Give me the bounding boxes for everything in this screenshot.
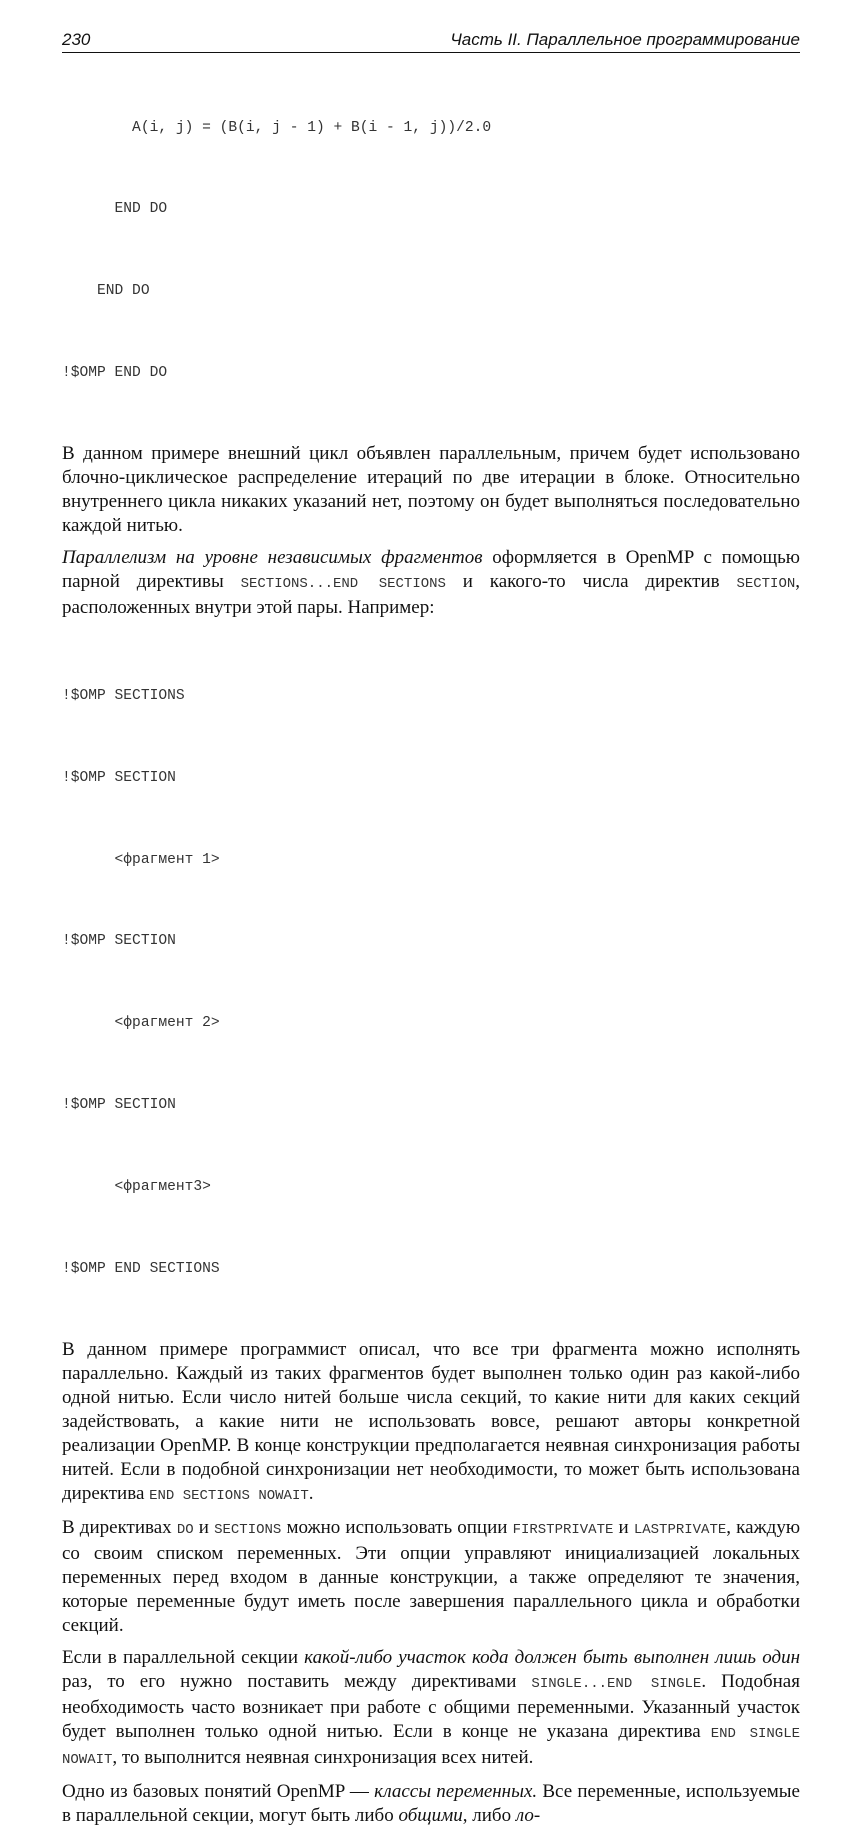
page-number: 230	[62, 30, 91, 49]
inline-code: SINGLE...END SINGLE	[531, 1675, 702, 1692]
text-run: , то выполнится неявная синхронизация всех нитей.	[112, 1746, 534, 1768]
text-run: В директивах	[62, 1516, 177, 1538]
code-line: !$OMP SECTION	[62, 1097, 176, 1114]
inline-code: SECTION	[736, 576, 796, 593]
paragraph-single	[62, 1646, 800, 1772]
text-run: и какого-то числа директив	[445, 571, 737, 593]
paragraph-sections-example	[62, 1338, 800, 1508]
code-line: !$OMP SECTIONS	[62, 687, 185, 704]
code-line: END DO	[62, 201, 168, 218]
inline-code: SECTIONS	[214, 1521, 282, 1538]
text-run: и	[193, 1516, 215, 1538]
text-run: можно использовать опции	[281, 1516, 513, 1538]
paragraph-sections	[62, 546, 800, 620]
code-line: !$OMP END SECTIONS	[62, 1260, 220, 1277]
code-line: A(i, j) = (B(i, j - 1) + B(i - 1, j))/2.0	[62, 119, 492, 136]
book-page	[62, 28, 800, 1828]
code-line: <фрагмент 1>	[62, 851, 220, 868]
italic-term: ло-	[515, 1804, 541, 1826]
code-block-sections	[62, 628, 800, 1338]
code-line: !$OMP SECTION	[62, 769, 176, 786]
code-block-loop-end	[62, 60, 800, 442]
text-run: оформляется в OpenMP с помощью парной директивы	[62, 547, 800, 593]
text-run: и	[613, 1516, 634, 1538]
inline-code: SECTIONS...END SECTIONS	[240, 576, 446, 593]
italic-term: какой-либо участок кода должен быть выполнен лишь один	[304, 1646, 800, 1668]
code-line: !$OMP END DO	[62, 365, 168, 382]
paragraph-private-options	[62, 1516, 800, 1638]
italic-term: Параллелизм на уровне независимых фрагментов	[62, 547, 483, 569]
text-run: .	[308, 1482, 314, 1504]
text-run: В данном примере программист описал, что все три фрагмента можно исполнять параллельно. Каждый из таких фрагментов будет выполнен только один раз какой-либо одной нитью. Если число нитей больше числа секций, то какие нити для каких секций задействовать, а какие нити не использовать вовсе, решают авторы конкретной реализации OpenMP. В конце конструкции предполагается неявная синхронизация работы нитей. Если в подобной синхронизации нет необходимости, то может быть использована директива	[62, 1338, 800, 1504]
text-run: , каждую со своим списком переменных. Эти опции управляют инициализацией локальных переменных перед входом в данные конструкции, а также определяют те значения, которые переменные будут иметь после завершения параллельного цикла и обработки секций.	[62, 1516, 801, 1636]
text-run: Одно из базовых понятий OpenMP —	[62, 1780, 375, 1802]
inline-code: END SECTIONS NOWAIT	[149, 1487, 309, 1504]
text-run: , либо	[462, 1804, 516, 1826]
inline-code: DO	[176, 1521, 194, 1538]
inline-code: END SINGLE NOWAIT	[62, 1725, 800, 1768]
code-line: END DO	[62, 283, 150, 300]
text-run: Все переменные, используемые в параллельной секции, могут быть либо	[62, 1780, 800, 1826]
text-run: раз, то его нужно поставить между директивами	[62, 1670, 532, 1692]
running-header	[62, 28, 800, 53]
text-run: , расположенных внутри этой пары. Например:	[62, 571, 800, 619]
code-line: !$OMP SECTION	[62, 933, 176, 950]
code-line: <фрагмент3>	[62, 1179, 211, 1196]
paragraph-variable-classes	[62, 1780, 800, 1828]
text-run: Если в параллельной секции	[62, 1646, 305, 1668]
italic-term: общими	[398, 1804, 463, 1826]
inline-code: LASTPRIVATE	[633, 1521, 727, 1538]
code-line: <фрагмент 2>	[62, 1015, 220, 1032]
paragraph-outer-loop: В данном примере внешний цикл объявлен параллельным, причем будет использовано блочно-циклическое распределение итераций по две итерации в блоке. Относительно внутреннего цикла никаких указаний нет, поэтому он будет выполняться последовательно каждой нитью.	[62, 443, 800, 537]
running-title: Часть II. Параллельное программирование	[450, 30, 800, 49]
inline-code: FIRSTPRIVATE	[512, 1521, 614, 1538]
italic-term: классы переменных.	[374, 1780, 538, 1802]
text-run: . Подобная необходимость часто возникает при работе с общими переменными. Указанный участок будет выполнен только одной нитью. Если в конце не указана директива	[62, 1670, 800, 1742]
